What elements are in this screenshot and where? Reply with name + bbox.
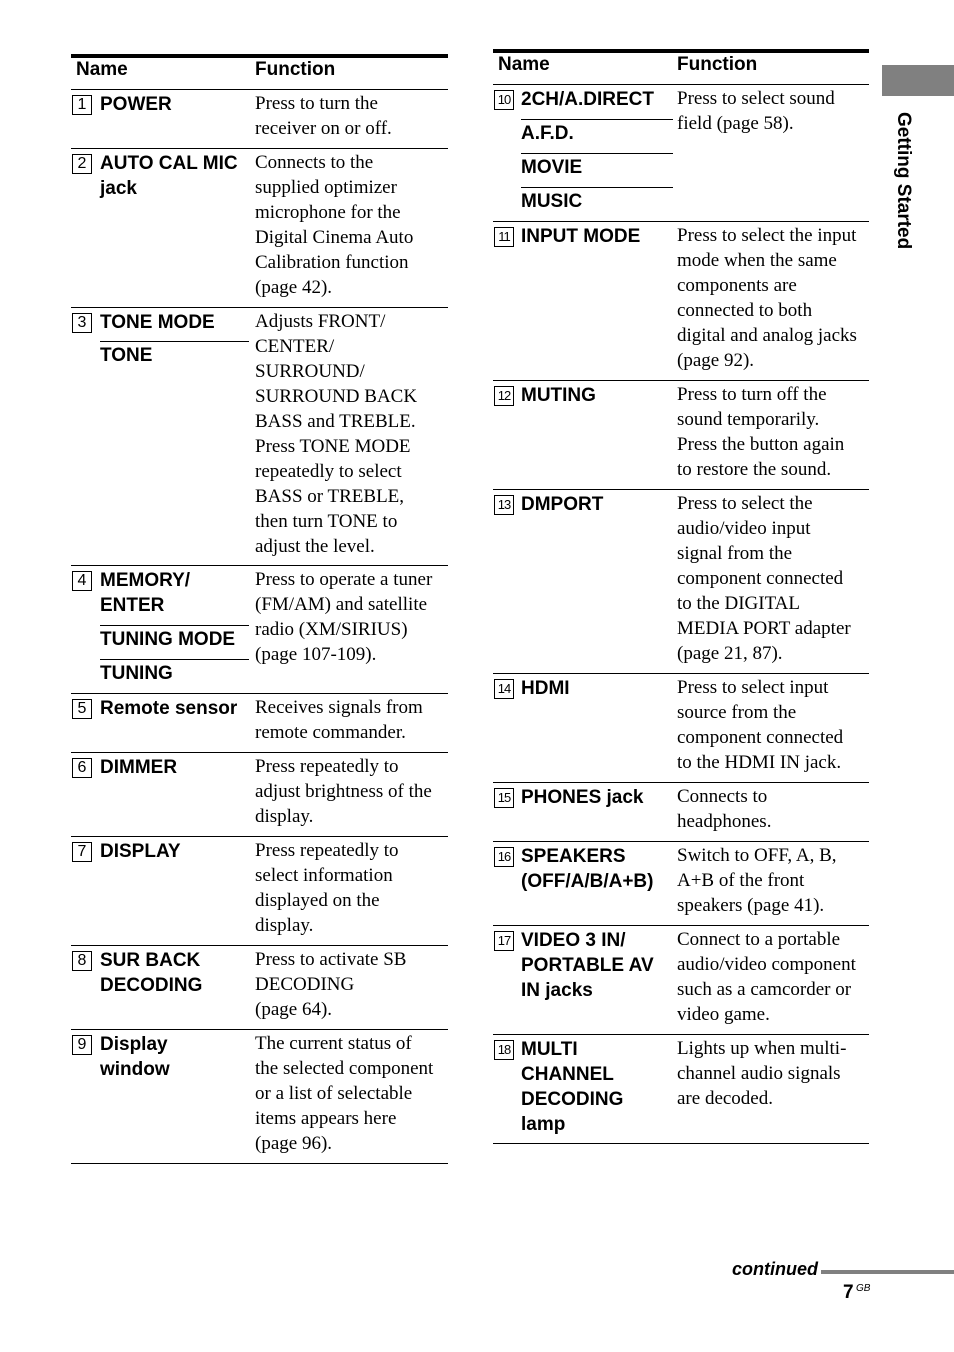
item-function: Receives signals from remote commander. (255, 697, 423, 743)
item-name: DMPORT (521, 494, 604, 515)
item-name: Remote sensor (100, 698, 238, 719)
item-name: TUNING MODE (100, 629, 236, 650)
row-rule (71, 945, 448, 946)
item-number: 6 (72, 758, 92, 778)
section-tab-marker (882, 65, 954, 96)
row-rule (71, 148, 448, 149)
item-function: Press to activate SB DECODING (page 64). (255, 949, 407, 1020)
column-header-name: Name (498, 54, 550, 75)
row-rule (71, 836, 448, 837)
row-rule (71, 1029, 448, 1030)
column-header-name: Name (76, 59, 128, 80)
item-number: 13 (494, 495, 514, 515)
continued-label: continued (732, 1259, 818, 1279)
item-function: Press to select the audio/video input signal from the component connected to the DIGITAL MEDIA PORT adapter (page 21, 87). (677, 493, 851, 664)
item-number: 11 (494, 227, 514, 247)
row-rule (71, 1163, 448, 1164)
item-function: Press to select sound field (page 58). (677, 88, 835, 134)
item-name: Display window (100, 1034, 170, 1080)
item-function: Press to turn the receiver on or off. (255, 93, 392, 139)
name-divider (100, 341, 249, 342)
header-rule (493, 84, 869, 85)
item-function: Press to select input source from the component connected to the HDMI IN jack. (677, 677, 844, 773)
column-header-function: Function (255, 59, 336, 80)
item-function: Lights up when multi- channel audio signals are decoded. (677, 1038, 847, 1109)
page-number-suffix: GB (856, 1283, 871, 1294)
name-divider (521, 153, 673, 154)
table-top-rule (71, 54, 448, 58)
item-number: 1 (72, 95, 92, 115)
continued-bar (821, 1270, 954, 1274)
item-number: 12 (494, 386, 514, 406)
item-function: Press to operate a tuner (FM/AM) and satellite radio (XM/SIRIUS) (page 107-109). (255, 569, 433, 665)
item-number: 10 (494, 90, 514, 110)
row-rule (493, 221, 869, 222)
item-name: INPUT MODE (521, 226, 641, 247)
item-name: DISPLAY (100, 841, 181, 862)
item-name: TONE (100, 345, 153, 366)
row-rule (493, 1143, 869, 1144)
item-function: Press to turn off the sound temporarily. Press the button again to restore the sound. (677, 384, 845, 480)
item-name: MUTING (521, 385, 596, 406)
name-divider (521, 119, 673, 120)
row-rule (71, 307, 448, 308)
item-name: DIMMER (100, 757, 178, 778)
item-number: 14 (494, 679, 514, 699)
item-name: SPEAKERS (OFF/A/B/A+B) (521, 846, 654, 892)
column-header-function: Function (677, 54, 758, 75)
row-rule (493, 489, 869, 490)
item-number: 5 (72, 699, 92, 719)
row-rule (493, 782, 869, 783)
item-function: Connects to the supplied optimizer microphone for the Digital Cinema Auto Calibration function (page 42). (255, 152, 414, 298)
item-number: 18 (494, 1040, 514, 1060)
row-rule (493, 925, 869, 926)
item-function: Press repeatedly to adjust brightness of the display. (255, 756, 432, 827)
item-name: AUTO CAL MIC jack (100, 153, 238, 199)
item-function: Press repeatedly to select information displayed on the display. (255, 840, 399, 936)
row-rule (71, 565, 448, 566)
row-rule (71, 752, 448, 753)
item-number: 7 (72, 842, 92, 862)
item-function: Press to select the input mode when the same components are connected to both digital and analog jacks (page 92). (677, 225, 857, 371)
item-name: 2CH/A.DIRECT (521, 89, 655, 110)
item-name: TONE MODE (100, 312, 215, 333)
name-divider (100, 659, 249, 660)
item-function: The current status of the selected component or a list of selectable items appears here (page 96). (255, 1033, 434, 1154)
row-rule (493, 1034, 869, 1035)
item-name: MOVIE (521, 157, 583, 178)
item-number: 9 (72, 1035, 92, 1055)
item-number: 8 (72, 951, 92, 971)
item-name: POWER (100, 94, 172, 115)
item-name: MEMORY/ ENTER (100, 570, 191, 616)
item-number: 17 (494, 931, 514, 951)
header-rule (71, 89, 448, 90)
item-number: 16 (494, 847, 514, 867)
row-rule (493, 380, 869, 381)
name-divider (521, 187, 673, 188)
item-name: TUNING (100, 663, 173, 684)
item-function: Switch to OFF, A, B, A+B of the front speakers (page 41). (677, 845, 837, 916)
item-name: PHONES jack (521, 787, 644, 808)
item-name: A.F.D. (521, 123, 574, 144)
item-number: 4 (72, 571, 92, 591)
table-top-rule (493, 49, 869, 53)
page-number: 7 (843, 1282, 854, 1303)
item-function: Connects to headphones. (677, 786, 772, 832)
row-rule (493, 841, 869, 842)
row-rule (493, 673, 869, 674)
item-name: MUSIC (521, 191, 583, 212)
item-name: HDMI (521, 678, 570, 699)
name-divider (100, 625, 249, 626)
item-number: 15 (494, 788, 514, 808)
section-title: Getting Started (893, 112, 914, 250)
row-rule (71, 693, 448, 694)
item-number: 3 (72, 313, 92, 333)
item-name: MULTI CHANNEL DECODING lamp (521, 1039, 624, 1135)
item-function: Adjusts FRONT/ CENTER/ SURROUND/ SURROUND BACK BASS and TREBLE. Press TONE MODE repeatedly to select BASS or TREBLE, then turn TONE to adjust the level. (255, 311, 418, 557)
item-function: Connect to a portable audio/video component such as a camcorder or video game. (677, 929, 856, 1025)
item-number: 2 (72, 154, 92, 174)
item-name: SUR BACK DECODING (100, 950, 203, 996)
item-name: VIDEO 3 IN/ PORTABLE AV IN jacks (521, 930, 654, 1001)
